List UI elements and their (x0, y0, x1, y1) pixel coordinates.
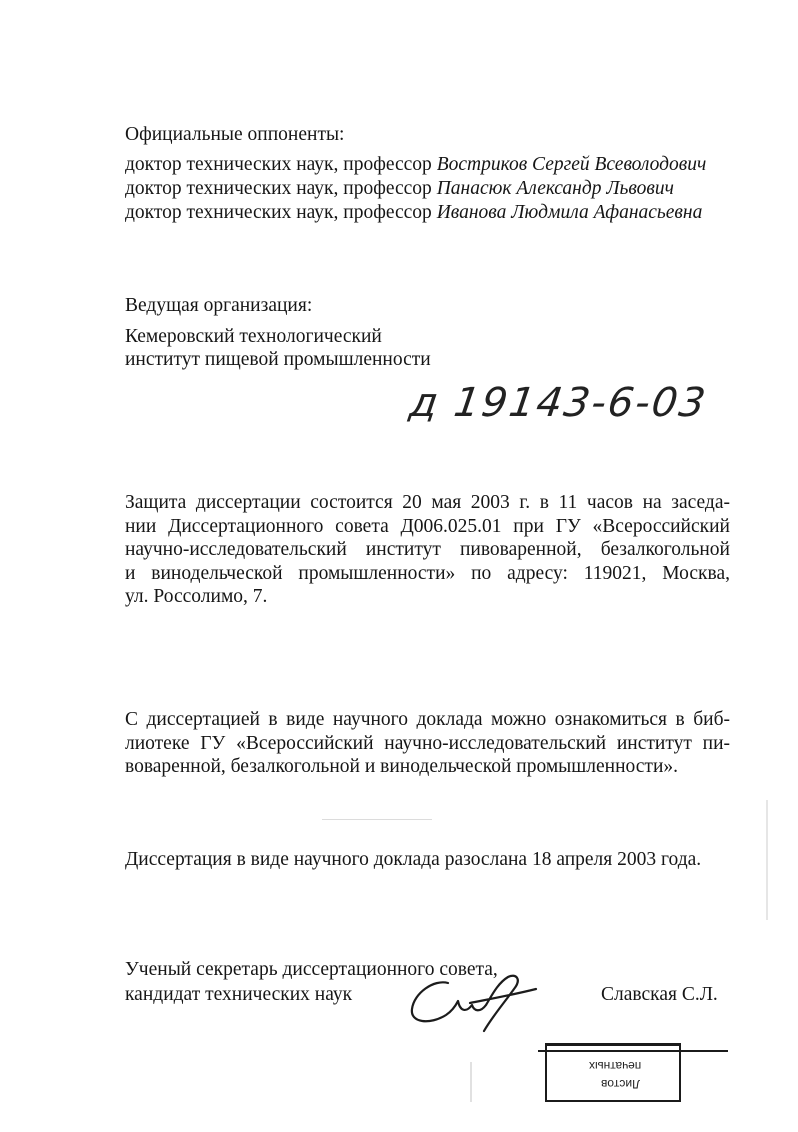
leading-org-name-line1: Кемеровский технологический (125, 326, 382, 347)
stamp-rule (538, 1050, 728, 1052)
handwritten-number: д 19143-6-03 (406, 380, 711, 426)
library-line: С диссертацией в виде научного доклада можно ознакомиться в биб- (125, 709, 730, 730)
opponent-name: Иванова Людмила Афанасьевна (436, 202, 703, 223)
opponent-line (125, 177, 674, 201)
leading-org-heading: Ведущая организация: (125, 295, 313, 316)
scan-noise (322, 819, 432, 820)
defense-line: и винодельческой промышленности» по адресу: 119021, Москва, (125, 562, 730, 584)
library-line: воваренной, безалкогольной и винодельческой промышленности». (125, 756, 679, 777)
opponent-title: доктор технических наук, профессор (125, 178, 432, 199)
defense-line: Защита диссертации состоится 20 мая 2003 г. в 11 часов на заседа- (125, 492, 730, 513)
stamp-line: Листов (601, 1077, 640, 1091)
defense-line: научно-исследовательский институт пивоваренной, безалкогольной (125, 539, 730, 560)
distribution-text: Диссертация в виде научного доклада разослана 18 апреля 2003 года. (125, 849, 702, 870)
defense-line: нии Диссертационного совета Д006.025.01 при ГУ «Всероссийский (125, 515, 730, 537)
defense-line: ул. Россолимо, 7. (125, 586, 268, 607)
opponent-title: доктор технических наук, профессор (125, 154, 432, 175)
opponent-name: Востриков Сергей Всеволодович (436, 154, 707, 175)
library-paragraph (125, 708, 730, 779)
secretary-name: Славская С.Л. (601, 984, 718, 1005)
library-line: лиотеке ГУ «Всероссийский научно-исследовательский институт пи- (125, 732, 730, 754)
defense-paragraph (125, 491, 730, 609)
stamp-line: печатных (589, 1059, 642, 1073)
opponent-line (125, 201, 702, 225)
signature (400, 965, 550, 1045)
leading-org-name-line2: институт пищевой промышленности (125, 349, 431, 370)
opponent-title: доктор технических наук, профессор (125, 202, 432, 223)
opponent-line (125, 153, 706, 177)
opponents-heading: Официальные оппоненты: (125, 124, 345, 145)
secretary-degree: кандидат технических наук (125, 984, 353, 1005)
scan-edge-mark (470, 1062, 472, 1102)
secretary-title: Ученый секретарь диссертационного совета, (125, 959, 498, 980)
opponent-name: Панасюк Александр Львович (436, 178, 674, 199)
scan-edge-mark (766, 800, 768, 920)
